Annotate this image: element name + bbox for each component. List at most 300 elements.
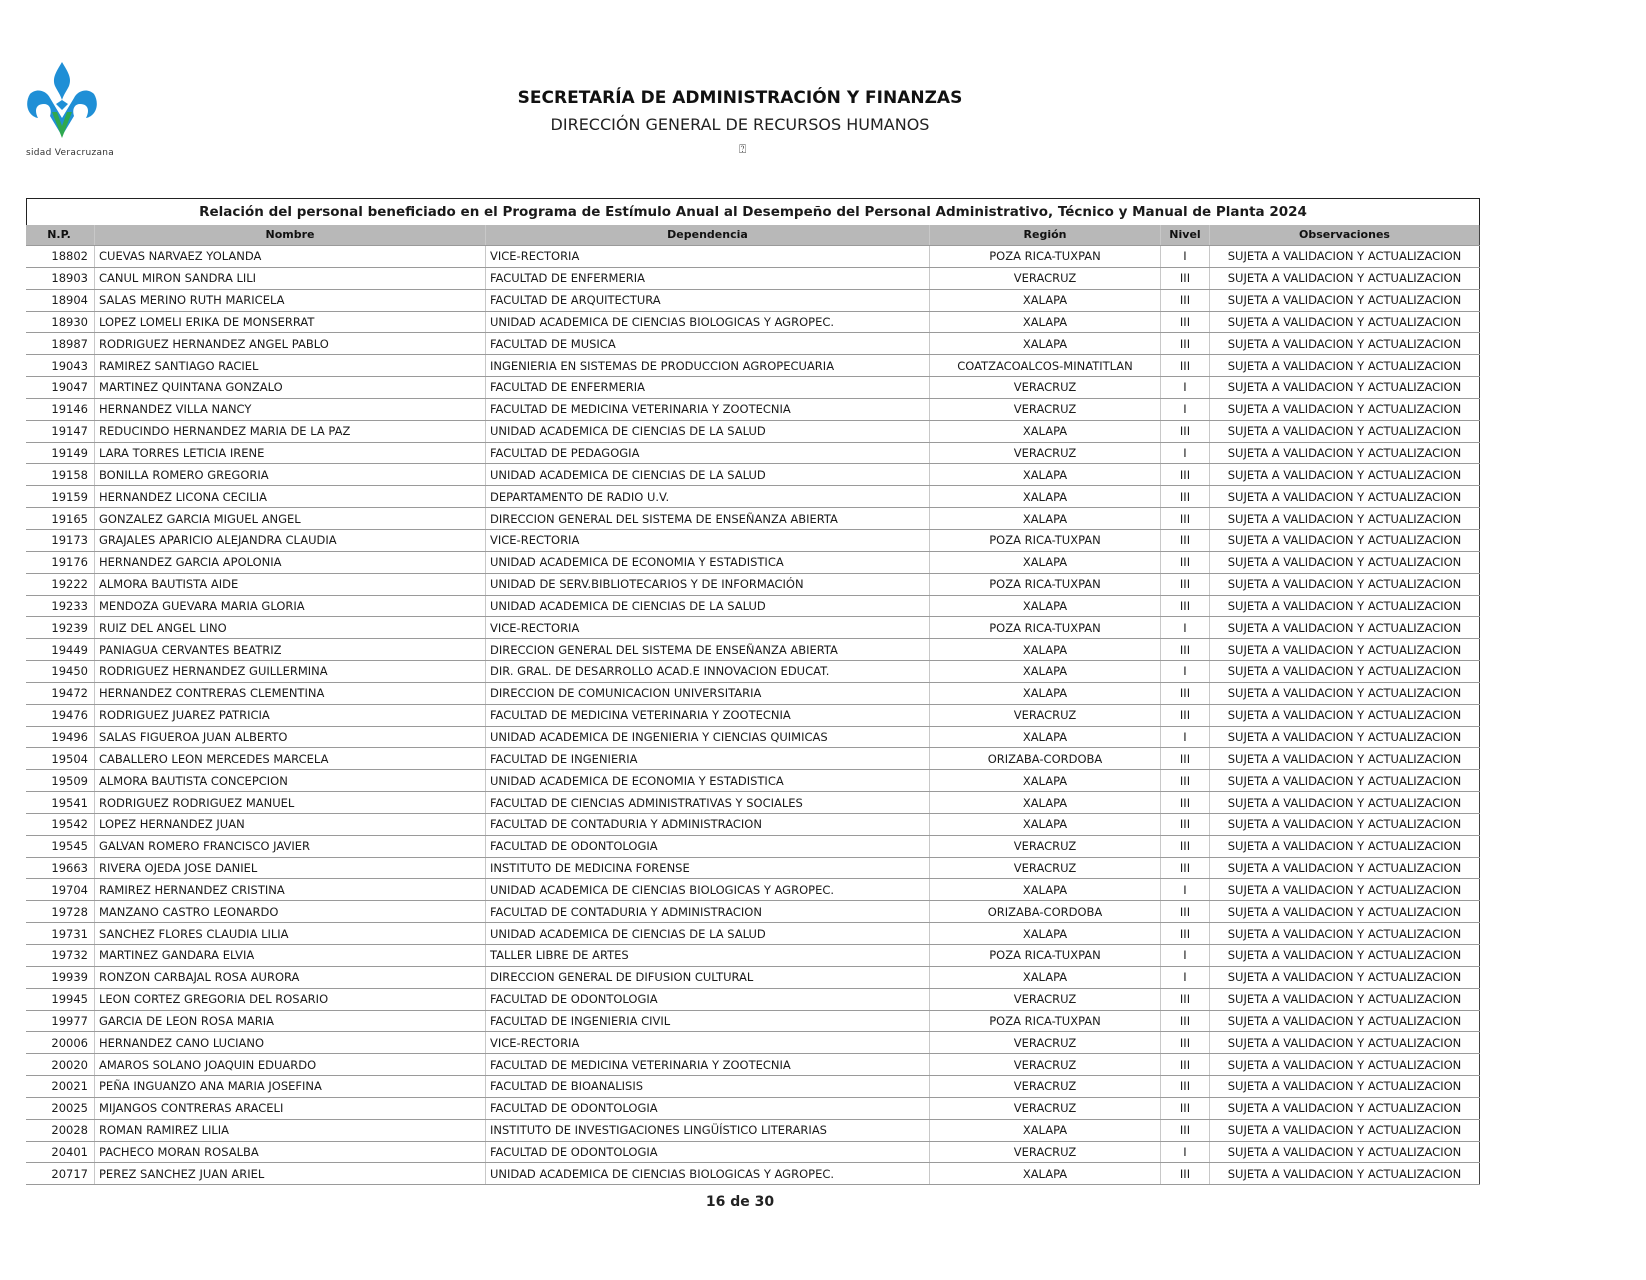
cell-nombre: PACHECO MORAN ROSALBA xyxy=(95,1141,486,1163)
cell-nivel: III xyxy=(1161,639,1210,661)
cell-region: XALAPA xyxy=(930,879,1161,901)
cell-nombre: RIVERA OJEDA JOSE DANIEL xyxy=(95,857,486,879)
cell-observaciones: SUJETA A VALIDACION Y ACTUALIZACION xyxy=(1210,661,1480,683)
cell-nivel: III xyxy=(1161,311,1210,333)
cell-observaciones: SUJETA A VALIDACION Y ACTUALIZACION xyxy=(1210,442,1480,464)
cell-observaciones: SUJETA A VALIDACION Y ACTUALIZACION xyxy=(1210,835,1480,857)
table-row xyxy=(26,246,1480,268)
cell-np: 19504 xyxy=(26,748,95,770)
cell-nombre: CANUL MIRON SANDRA LILI xyxy=(95,267,486,289)
cell-region: XALAPA xyxy=(930,661,1161,683)
cell-nivel: III xyxy=(1161,486,1210,508)
cell-nombre: LOPEZ LOMELI ERIKA DE MONSERRAT xyxy=(95,311,486,333)
cell-np: 20717 xyxy=(26,1163,95,1185)
cell-nivel: I xyxy=(1161,879,1210,901)
cell-nivel: III xyxy=(1161,551,1210,573)
cell-nivel: I xyxy=(1161,442,1210,464)
cell-nivel: I xyxy=(1161,945,1210,967)
cell-nivel: III xyxy=(1161,333,1210,355)
cell-dependencia: FACULTAD DE PEDAGOGIA xyxy=(486,442,930,464)
table-row xyxy=(26,1141,1480,1163)
cell-dependencia: FACULTAD DE ODONTOLOGIA xyxy=(486,1141,930,1163)
cell-nombre: HERNANDEZ VILLA NANCY xyxy=(95,398,486,420)
cell-nombre: SALAS FIGUEROA JUAN ALBERTO xyxy=(95,726,486,748)
cell-region: XALAPA xyxy=(930,923,1161,945)
cell-observaciones: SUJETA A VALIDACION Y ACTUALIZACION xyxy=(1210,682,1480,704)
cell-nombre: RODRIGUEZ HERNANDEZ ANGEL PABLO xyxy=(95,333,486,355)
cell-nivel: I xyxy=(1161,1141,1210,1163)
table-row xyxy=(26,923,1480,945)
cell-observaciones: SUJETA A VALIDACION Y ACTUALIZACION xyxy=(1210,486,1480,508)
cell-nombre: CABALLERO LEON MERCEDES MARCELA xyxy=(95,748,486,770)
cell-observaciones: SUJETA A VALIDACION Y ACTUALIZACION xyxy=(1210,333,1480,355)
cell-nombre: RUIZ DEL ANGEL LINO xyxy=(95,617,486,639)
cell-np: 18904 xyxy=(26,289,95,311)
cell-observaciones: SUJETA A VALIDACION Y ACTUALIZACION xyxy=(1210,748,1480,770)
cell-dependencia: UNIDAD ACADEMICA DE CIENCIAS DE LA SALUD xyxy=(486,464,930,486)
table-row xyxy=(26,726,1480,748)
cell-dependencia: UNIDAD ACADEMICA DE ECONOMIA Y ESTADISTICA xyxy=(486,770,930,792)
cell-region: XALAPA xyxy=(930,464,1161,486)
cell-observaciones: SUJETA A VALIDACION Y ACTUALIZACION xyxy=(1210,464,1480,486)
cell-dependencia: DIRECCION GENERAL DEL SISTEMA DE ENSEÑANZA ABIERTA xyxy=(486,639,930,661)
cell-observaciones: SUJETA A VALIDACION Y ACTUALIZACION xyxy=(1210,1097,1480,1119)
cell-nivel: III xyxy=(1161,1076,1210,1098)
cell-dependencia: DIRECCION GENERAL DEL SISTEMA DE ENSEÑANZA ABIERTA xyxy=(486,508,930,530)
cell-observaciones: SUJETA A VALIDACION Y ACTUALIZACION xyxy=(1210,246,1480,268)
cell-observaciones: SUJETA A VALIDACION Y ACTUALIZACION xyxy=(1210,770,1480,792)
cell-observaciones: SUJETA A VALIDACION Y ACTUALIZACION xyxy=(1210,1141,1480,1163)
table-row xyxy=(26,661,1480,683)
cell-observaciones: SUJETA A VALIDACION Y ACTUALIZACION xyxy=(1210,551,1480,573)
cell-nombre: CUEVAS NARVAEZ YOLANDA xyxy=(95,246,486,268)
cell-dependencia: VICE-RECTORIA xyxy=(486,246,930,268)
cell-observaciones: SUJETA A VALIDACION Y ACTUALIZACION xyxy=(1210,923,1480,945)
cell-nivel: III xyxy=(1161,704,1210,726)
cell-region: VERACRUZ xyxy=(930,442,1161,464)
cell-dependencia: VICE-RECTORIA xyxy=(486,617,930,639)
cell-observaciones: SUJETA A VALIDACION Y ACTUALIZACION xyxy=(1210,1076,1480,1098)
cell-np: 19663 xyxy=(26,857,95,879)
cell-np: 20401 xyxy=(26,1141,95,1163)
cell-dependencia: DEPARTAMENTO DE RADIO U.V. xyxy=(486,486,930,508)
cell-nivel: III xyxy=(1161,835,1210,857)
cell-nombre: RODRIGUEZ HERNANDEZ GUILLERMINA xyxy=(95,661,486,683)
cell-nombre: MIJANGOS CONTRERAS ARACELI xyxy=(95,1097,486,1119)
cell-region: POZA RICA-TUXPAN xyxy=(930,246,1161,268)
cell-region: VERACRUZ xyxy=(930,1076,1161,1098)
table-row xyxy=(26,617,1480,639)
cell-observaciones: SUJETA A VALIDACION Y ACTUALIZACION xyxy=(1210,1119,1480,1141)
cell-np: 19731 xyxy=(26,923,95,945)
cell-observaciones: SUJETA A VALIDACION Y ACTUALIZACION xyxy=(1210,529,1480,551)
cell-nombre: REDUCINDO HERNANDEZ MARIA DE LA PAZ xyxy=(95,420,486,442)
cell-nivel: III xyxy=(1161,1119,1210,1141)
cell-dependencia: INGENIERIA EN SISTEMAS DE PRODUCCION AGROPECUARIA xyxy=(486,355,930,377)
table-row xyxy=(26,355,1480,377)
table-row xyxy=(26,377,1480,399)
cell-nivel: III xyxy=(1161,682,1210,704)
cell-nombre: PANIAGUA CERVANTES BEATRIZ xyxy=(95,639,486,661)
cell-dependencia: VICE-RECTORIA xyxy=(486,1032,930,1054)
cell-observaciones: SUJETA A VALIDACION Y ACTUALIZACION xyxy=(1210,508,1480,530)
table-row xyxy=(26,508,1480,530)
cell-region: VERACRUZ xyxy=(930,398,1161,420)
cell-nombre: HERNANDEZ CONTRERAS CLEMENTINA xyxy=(95,682,486,704)
cell-nombre: LOPEZ HERNANDEZ JUAN xyxy=(95,813,486,835)
cell-nivel: I xyxy=(1161,661,1210,683)
table-caption: Relación del personal beneficiado en el Programa de Estímulo Anual al Desempeño del Personal Administrativo, Técnico y Manual de Planta 2024 xyxy=(26,198,1480,225)
cell-nivel: III xyxy=(1161,1032,1210,1054)
cell-np: 19545 xyxy=(26,835,95,857)
table-row xyxy=(26,289,1480,311)
cell-np: 19047 xyxy=(26,377,95,399)
table-row xyxy=(26,311,1480,333)
cell-dependencia: FACULTAD DE INGENIERIA xyxy=(486,748,930,770)
cell-region: VERACRUZ xyxy=(930,988,1161,1010)
cell-observaciones: SUJETA A VALIDACION Y ACTUALIZACION xyxy=(1210,573,1480,595)
cell-region: VERACRUZ xyxy=(930,377,1161,399)
table-body xyxy=(26,246,1480,1185)
cell-np: 19173 xyxy=(26,529,95,551)
cell-dependencia: FACULTAD DE CONTADURIA Y ADMINISTRACION xyxy=(486,901,930,923)
table-row xyxy=(26,442,1480,464)
cell-nivel: III xyxy=(1161,1054,1210,1076)
cell-region: XALAPA xyxy=(930,1119,1161,1141)
table-row xyxy=(26,573,1480,595)
cell-nivel: III xyxy=(1161,1163,1210,1185)
cell-nivel: III xyxy=(1161,923,1210,945)
cell-np: 19176 xyxy=(26,551,95,573)
cell-observaciones: SUJETA A VALIDACION Y ACTUALIZACION xyxy=(1210,398,1480,420)
table-row xyxy=(26,639,1480,661)
table-row xyxy=(26,464,1480,486)
cell-nombre: PEREZ SANCHEZ JUAN ARIEL xyxy=(95,1163,486,1185)
table-row xyxy=(26,1010,1480,1032)
cell-np: 19472 xyxy=(26,682,95,704)
cell-region: POZA RICA-TUXPAN xyxy=(930,529,1161,551)
cell-observaciones: SUJETA A VALIDACION Y ACTUALIZACION xyxy=(1210,289,1480,311)
cell-nombre: RAMIREZ HERNANDEZ CRISTINA xyxy=(95,879,486,901)
cell-observaciones: SUJETA A VALIDACION Y ACTUALIZACION xyxy=(1210,355,1480,377)
cell-dependencia: UNIDAD ACADEMICA DE CIENCIAS BIOLOGICAS Y AGROPEC. xyxy=(486,311,930,333)
cell-nivel: I xyxy=(1161,398,1210,420)
cell-region: XALAPA xyxy=(930,333,1161,355)
cell-dependencia: FACULTAD DE MEDICINA VETERINARIA Y ZOOTECNIA xyxy=(486,398,930,420)
cell-observaciones: SUJETA A VALIDACION Y ACTUALIZACION xyxy=(1210,420,1480,442)
cell-dependencia: DIRECCION GENERAL DE DIFUSION CULTURAL xyxy=(486,966,930,988)
cell-dependencia: FACULTAD DE ODONTOLOGIA xyxy=(486,835,930,857)
cell-dependencia: FACULTAD DE ODONTOLOGIA xyxy=(486,988,930,1010)
cell-np: 18987 xyxy=(26,333,95,355)
cell-dependencia: UNIDAD DE SERV.BIBLIOTECARIOS Y DE INFORMACIÓN xyxy=(486,573,930,595)
cell-region: VERACRUZ xyxy=(930,1054,1161,1076)
cell-region: XALAPA xyxy=(930,311,1161,333)
table-row xyxy=(26,333,1480,355)
cell-nivel: III xyxy=(1161,267,1210,289)
cell-region: POZA RICA-TUXPAN xyxy=(930,617,1161,639)
cell-dependencia: VICE-RECTORIA xyxy=(486,529,930,551)
cell-observaciones: SUJETA A VALIDACION Y ACTUALIZACION xyxy=(1210,966,1480,988)
cell-observaciones: SUJETA A VALIDACION Y ACTUALIZACION xyxy=(1210,617,1480,639)
cell-dependencia: INSTITUTO DE INVESTIGACIONES LINGÜÍSTICO LITERARIAS xyxy=(486,1119,930,1141)
cell-np: 19450 xyxy=(26,661,95,683)
cell-region: VERACRUZ xyxy=(930,835,1161,857)
table-row xyxy=(26,704,1480,726)
table-row xyxy=(26,1032,1480,1054)
cell-nombre: GONZALEZ GARCIA MIGUEL ANGEL xyxy=(95,508,486,530)
cell-region: XALAPA xyxy=(930,792,1161,814)
cell-nombre: ALMORA BAUTISTA CONCEPCION xyxy=(95,770,486,792)
table-row xyxy=(26,551,1480,573)
cell-observaciones: SUJETA A VALIDACION Y ACTUALIZACION xyxy=(1210,857,1480,879)
cell-np: 19165 xyxy=(26,508,95,530)
cell-nivel: III xyxy=(1161,355,1210,377)
cell-dependencia: TALLER LIBRE DE ARTES xyxy=(486,945,930,967)
col-header-nivel: Nivel xyxy=(1161,225,1210,246)
table-row xyxy=(26,901,1480,923)
cell-np: 19939 xyxy=(26,966,95,988)
cell-observaciones: SUJETA A VALIDACION Y ACTUALIZACION xyxy=(1210,377,1480,399)
cell-nivel: III xyxy=(1161,1010,1210,1032)
cell-region: POZA RICA-TUXPAN xyxy=(930,1010,1161,1032)
cell-region: VERACRUZ xyxy=(930,1141,1161,1163)
cell-observaciones: SUJETA A VALIDACION Y ACTUALIZACION xyxy=(1210,1054,1480,1076)
cell-nivel: I xyxy=(1161,246,1210,268)
cell-observaciones: SUJETA A VALIDACION Y ACTUALIZACION xyxy=(1210,1010,1480,1032)
cell-region: ORIZABA-CORDOBA xyxy=(930,901,1161,923)
cell-np: 18903 xyxy=(26,267,95,289)
cell-dependencia: FACULTAD DE CONTADURIA Y ADMINISTRACION xyxy=(486,813,930,835)
col-header-observaciones: Observaciones xyxy=(1210,225,1480,246)
cell-observaciones: SUJETA A VALIDACION Y ACTUALIZACION xyxy=(1210,704,1480,726)
cell-np: 19233 xyxy=(26,595,95,617)
cell-nombre: RONZON CARBAJAL ROSA AURORA xyxy=(95,966,486,988)
cell-observaciones: SUJETA A VALIDACION Y ACTUALIZACION xyxy=(1210,879,1480,901)
table-row xyxy=(26,1163,1480,1185)
cell-region: XALAPA xyxy=(930,420,1161,442)
cell-observaciones: SUJETA A VALIDACION Y ACTUALIZACION xyxy=(1210,267,1480,289)
cell-nivel: III xyxy=(1161,770,1210,792)
cell-dependencia: FACULTAD DE MEDICINA VETERINARIA Y ZOOTECNIA xyxy=(486,704,930,726)
cell-np: 19147 xyxy=(26,420,95,442)
table-row xyxy=(26,835,1480,857)
cell-np: 19728 xyxy=(26,901,95,923)
cell-nombre: HERNANDEZ GARCIA APOLONIA xyxy=(95,551,486,573)
cell-region: COATZACOALCOS-MINATITLAN xyxy=(930,355,1161,377)
cell-region: POZA RICA-TUXPAN xyxy=(930,945,1161,967)
cell-dependencia: UNIDAD ACADEMICA DE CIENCIAS DE LA SALUD xyxy=(486,923,930,945)
cell-np: 19222 xyxy=(26,573,95,595)
cell-nombre: LEON CORTEZ GREGORIA DEL ROSARIO xyxy=(95,988,486,1010)
cell-dependencia: FACULTAD DE ENFERMERIA xyxy=(486,267,930,289)
table-row xyxy=(26,1054,1480,1076)
cell-region: VERACRUZ xyxy=(930,1097,1161,1119)
table-row xyxy=(26,1097,1480,1119)
cell-region: VERACRUZ xyxy=(930,857,1161,879)
placeholder-glyph: ⍰ xyxy=(739,142,747,156)
cell-observaciones: SUJETA A VALIDACION Y ACTUALIZACION xyxy=(1210,639,1480,661)
logo-text: sidad Veracruzana xyxy=(26,148,115,158)
table-row xyxy=(26,945,1480,967)
cell-np: 19476 xyxy=(26,704,95,726)
cell-nombre: BONILLA ROMERO GREGORIA xyxy=(95,464,486,486)
table-row xyxy=(26,748,1480,770)
cell-observaciones: SUJETA A VALIDACION Y ACTUALIZACION xyxy=(1210,1163,1480,1185)
cell-observaciones: SUJETA A VALIDACION Y ACTUALIZACION xyxy=(1210,945,1480,967)
cell-nombre: RAMIREZ SANTIAGO RACIEL xyxy=(95,355,486,377)
cell-dependencia: UNIDAD ACADEMICA DE INGENIERIA Y CIENCIAS QUIMICAS xyxy=(486,726,930,748)
cell-np: 20006 xyxy=(26,1032,95,1054)
cell-dependencia: FACULTAD DE ENFERMERIA xyxy=(486,377,930,399)
col-header-dependencia: Dependencia xyxy=(486,225,930,246)
cell-nivel: I xyxy=(1161,617,1210,639)
cell-observaciones: SUJETA A VALIDACION Y ACTUALIZACION xyxy=(1210,1032,1480,1054)
cell-np: 20028 xyxy=(26,1119,95,1141)
cell-nombre: AMAROS SOLANO JOAQUIN EDUARDO xyxy=(95,1054,486,1076)
cell-region: XALAPA xyxy=(930,289,1161,311)
cell-np: 19732 xyxy=(26,945,95,967)
cell-np: 19509 xyxy=(26,770,95,792)
cell-region: XALAPA xyxy=(930,682,1161,704)
cell-dependencia: UNIDAD ACADEMICA DE ECONOMIA Y ESTADISTICA xyxy=(486,551,930,573)
cell-dependencia: FACULTAD DE MEDICINA VETERINARIA Y ZOOTECNIA xyxy=(486,1054,930,1076)
cell-np: 20021 xyxy=(26,1076,95,1098)
cell-observaciones: SUJETA A VALIDACION Y ACTUALIZACION xyxy=(1210,813,1480,835)
cell-nivel: III xyxy=(1161,1097,1210,1119)
cell-nivel: III xyxy=(1161,901,1210,923)
cell-nivel: I xyxy=(1161,966,1210,988)
cell-region: XALAPA xyxy=(930,551,1161,573)
cell-region: XALAPA xyxy=(930,813,1161,835)
cell-dependencia: FACULTAD DE CIENCIAS ADMINISTRATIVAS Y SOCIALES xyxy=(486,792,930,814)
cell-region: ORIZABA-CORDOBA xyxy=(930,748,1161,770)
cell-np: 19159 xyxy=(26,486,95,508)
cell-nivel: III xyxy=(1161,792,1210,814)
col-header-region: Región xyxy=(930,225,1161,246)
table-row xyxy=(26,857,1480,879)
cell-np: 19542 xyxy=(26,813,95,835)
cell-nivel: III xyxy=(1161,529,1210,551)
cell-nivel: III xyxy=(1161,813,1210,835)
table-row xyxy=(26,267,1480,289)
cell-region: XALAPA xyxy=(930,1163,1161,1185)
cell-np: 18930 xyxy=(26,311,95,333)
cell-region: XALAPA xyxy=(930,770,1161,792)
table-row xyxy=(26,813,1480,835)
cell-region: XALAPA xyxy=(930,966,1161,988)
table-header-row xyxy=(26,225,1480,246)
cell-np: 19239 xyxy=(26,617,95,639)
beneficiaries-table xyxy=(26,198,1480,1185)
cell-dependencia: FACULTAD DE ODONTOLOGIA xyxy=(486,1097,930,1119)
cell-dependencia: FACULTAD DE ARQUITECTURA xyxy=(486,289,930,311)
cell-nivel: III xyxy=(1161,595,1210,617)
cell-np: 20025 xyxy=(26,1097,95,1119)
page-subtitle: DIRECCIÓN GENERAL DE RECURSOS HUMANOS xyxy=(550,115,930,134)
cell-nombre: MENDOZA GUEVARA MARIA GLORIA xyxy=(95,595,486,617)
cell-nombre: GALVAN ROMERO FRANCISCO JAVIER xyxy=(95,835,486,857)
table-row xyxy=(26,420,1480,442)
table-row xyxy=(26,398,1480,420)
cell-dependencia: FACULTAD DE BIOANALISIS xyxy=(486,1076,930,1098)
cell-np: 19449 xyxy=(26,639,95,661)
cell-np: 19945 xyxy=(26,988,95,1010)
table-row xyxy=(26,595,1480,617)
cell-np: 19541 xyxy=(26,792,95,814)
cell-nombre: ALMORA BAUTISTA AIDE xyxy=(95,573,486,595)
cell-nivel: I xyxy=(1161,726,1210,748)
table-row xyxy=(26,988,1480,1010)
cell-np: 19146 xyxy=(26,398,95,420)
table-row xyxy=(26,879,1480,901)
table-row xyxy=(26,1076,1480,1098)
cell-nombre: MARTINEZ GANDARA ELVIA xyxy=(95,945,486,967)
cell-nivel: III xyxy=(1161,988,1210,1010)
table-row xyxy=(26,682,1480,704)
cell-nivel: III xyxy=(1161,289,1210,311)
cell-observaciones: SUJETA A VALIDACION Y ACTUALIZACION xyxy=(1210,792,1480,814)
cell-nivel: III xyxy=(1161,748,1210,770)
col-header-np: N.P. xyxy=(26,225,95,246)
cell-dependencia: UNIDAD ACADEMICA DE CIENCIAS DE LA SALUD xyxy=(486,420,930,442)
cell-nivel: III xyxy=(1161,857,1210,879)
cell-dependencia: DIRECCION DE COMUNICACION UNIVERSITARIA xyxy=(486,682,930,704)
cell-region: VERACRUZ xyxy=(930,704,1161,726)
col-header-nombre: Nombre xyxy=(95,225,486,246)
cell-nombre: RODRIGUEZ RODRIGUEZ MANUEL xyxy=(95,792,486,814)
cell-nombre: GARCIA DE LEON ROSA MARIA xyxy=(95,1010,486,1032)
cell-np: 18802 xyxy=(26,246,95,268)
table-row xyxy=(26,770,1480,792)
cell-nombre: GRAJALES APARICIO ALEJANDRA CLAUDIA xyxy=(95,529,486,551)
cell-np: 19704 xyxy=(26,879,95,901)
cell-observaciones: SUJETA A VALIDACION Y ACTUALIZACION xyxy=(1210,595,1480,617)
table-row xyxy=(26,529,1480,551)
cell-observaciones: SUJETA A VALIDACION Y ACTUALIZACION xyxy=(1210,988,1480,1010)
cell-np: 19496 xyxy=(26,726,95,748)
cell-dependencia: INSTITUTO DE MEDICINA FORENSE xyxy=(486,857,930,879)
cell-nombre: RODRIGUEZ JUAREZ PATRICIA xyxy=(95,704,486,726)
cell-dependencia: FACULTAD DE MUSICA xyxy=(486,333,930,355)
table-row xyxy=(26,792,1480,814)
cell-nombre: SALAS MERINO RUTH MARICELA xyxy=(95,289,486,311)
cell-nivel: I xyxy=(1161,377,1210,399)
cell-np: 19149 xyxy=(26,442,95,464)
universidad-veracruzana-logo xyxy=(22,60,102,160)
cell-nivel: III xyxy=(1161,573,1210,595)
cell-nombre: HERNANDEZ LICONA CECILIA xyxy=(95,486,486,508)
cell-dependencia: DIR. GRAL. DE DESARROLLO ACAD.E INNOVACION EDUCAT. xyxy=(486,661,930,683)
cell-region: XALAPA xyxy=(930,486,1161,508)
cell-region: XALAPA xyxy=(930,639,1161,661)
cell-np: 19977 xyxy=(26,1010,95,1032)
cell-nombre: HERNANDEZ CANO LUCIANO xyxy=(95,1032,486,1054)
cell-np: 19043 xyxy=(26,355,95,377)
cell-dependencia: UNIDAD ACADEMICA DE CIENCIAS BIOLOGICAS Y AGROPEC. xyxy=(486,1163,930,1185)
cell-np: 20020 xyxy=(26,1054,95,1076)
cell-region: VERACRUZ xyxy=(930,1032,1161,1054)
page-title: SECRETARÍA DE ADMINISTRACIÓN Y FINANZAS xyxy=(517,88,963,108)
page-number: 16 de 30 xyxy=(705,1194,775,1210)
cell-observaciones: SUJETA A VALIDACION Y ACTUALIZACION xyxy=(1210,901,1480,923)
cell-np: 19158 xyxy=(26,464,95,486)
cell-nombre: MANZANO CASTRO LEONARDO xyxy=(95,901,486,923)
cell-region: VERACRUZ xyxy=(930,267,1161,289)
cell-region: XALAPA xyxy=(930,508,1161,530)
table-row xyxy=(26,966,1480,988)
cell-dependencia: FACULTAD DE INGENIERIA CIVIL xyxy=(486,1010,930,1032)
